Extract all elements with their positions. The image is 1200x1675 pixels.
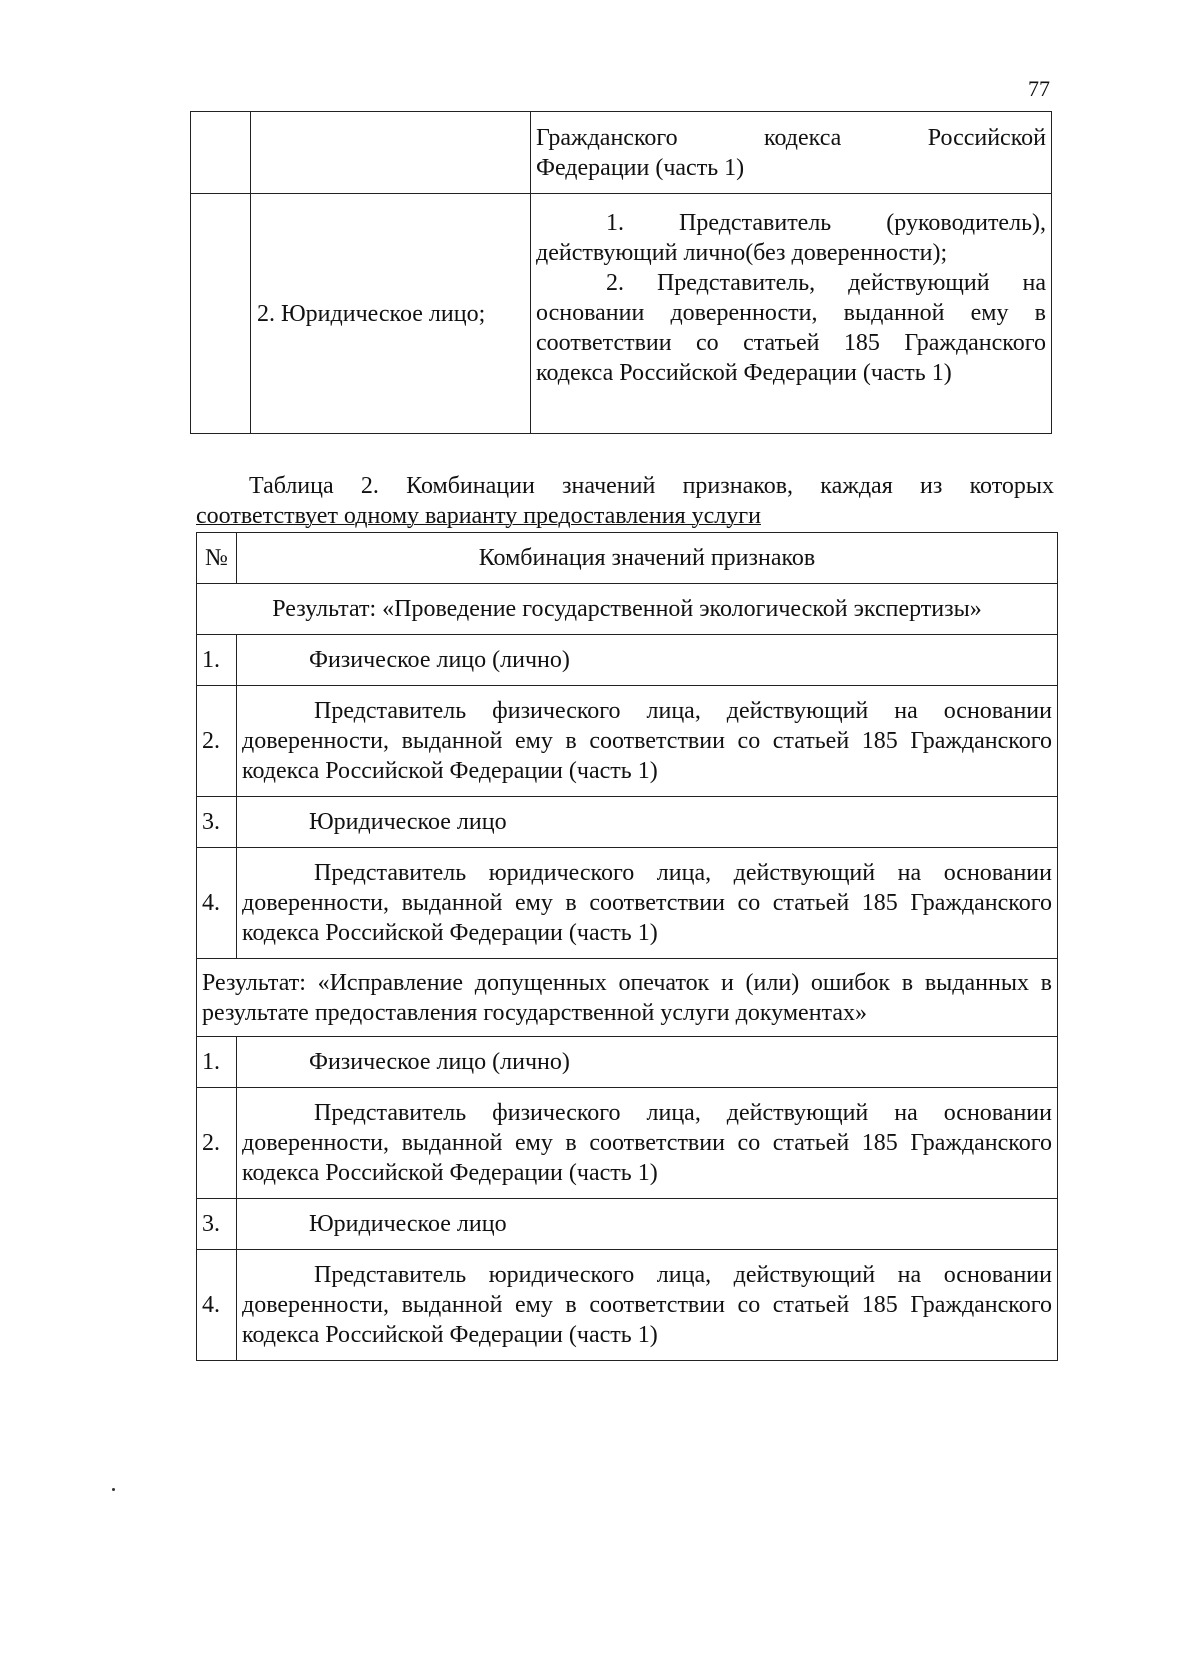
result-title: Результат: «Исправление допущенных опечаток и (или) ошибок в выданных в результате предоставления государственной услуги документах» — [197, 959, 1058, 1037]
header-title: Комбинация значений признаков — [237, 533, 1058, 584]
row-number: 2. — [197, 1088, 237, 1199]
row-text-content: Представитель физического лица, действующий на основании доверенности, выданной ему в соответствии со статьей 185 Гражданского кодекса Российской Федерации (часть 1) — [242, 1100, 1052, 1186]
table-row — [191, 112, 1052, 194]
row-text-content: Представитель юридического лица, действующий на основании доверенности, выданной ему в соответствии со статьей 185 Гражданского кодекса Российской Федерации (часть 1) — [242, 1262, 1052, 1348]
table-row — [197, 686, 1058, 797]
combinations-table — [196, 532, 1058, 1361]
representative-options-cell — [531, 194, 1052, 434]
caption-line-1: Таблица 2. Комбинации значений признаков, каждая из которых — [249, 473, 1054, 499]
applicant-type-cell: 2. Юридическое лицо; — [251, 194, 531, 434]
table-row — [191, 194, 1052, 434]
table-row — [197, 1088, 1058, 1199]
table-cell — [191, 112, 251, 194]
page-number: 77 — [1028, 76, 1050, 101]
cell-text: Гражданского кодекса Российской — [536, 125, 1046, 151]
option-item-1: 1. Представитель (руководитель), действующий лично(без доверенности); — [536, 210, 1046, 266]
table-row — [197, 797, 1058, 848]
row-number: 1. — [197, 1037, 237, 1088]
result-row — [197, 959, 1058, 1037]
header-number: № — [197, 533, 237, 584]
row-text: Физическое лицо (лично) — [237, 635, 1058, 686]
table-row — [197, 1250, 1058, 1361]
result-row — [197, 584, 1058, 635]
table-header-row — [197, 533, 1058, 584]
caption-line-2: соответствует одному варианту предоставления услуги — [196, 503, 761, 529]
row-number: 3. — [197, 1199, 237, 1250]
table-row — [197, 848, 1058, 959]
scan-speck — [112, 1488, 115, 1491]
table-cell — [251, 112, 531, 194]
row-number: 1. — [197, 635, 237, 686]
row-number: 2. — [197, 686, 237, 797]
row-text — [237, 848, 1058, 959]
table-row — [197, 1037, 1058, 1088]
row-text — [237, 686, 1058, 797]
applicant-categories-table-continued — [190, 111, 1052, 434]
option-item-2: 2. Представитель, действующий на основании доверенности, выданной ему в соответствии со статьей 185 Гражданского кодекса Российской Федерации (часть 1) — [536, 270, 1046, 386]
row-text — [237, 1088, 1058, 1199]
row-text-content: Представитель физического лица, действующий на основании доверенности, выданной ему в соответствии со статьей 185 Гражданского кодекса Российской Федерации (часть 1) — [242, 698, 1052, 784]
row-text: Юридическое лицо — [237, 797, 1058, 848]
row-number: 4. — [197, 848, 237, 959]
result-title: Результат: «Проведение государственной экологической экспертизы» — [197, 584, 1058, 635]
row-text — [237, 1250, 1058, 1361]
table-cell — [191, 194, 251, 434]
cell-text: Федерации (часть 1) — [536, 155, 745, 181]
table-row — [197, 635, 1058, 686]
row-number: 3. — [197, 797, 237, 848]
table-caption — [196, 471, 1054, 531]
row-text: Юридическое лицо — [237, 1199, 1058, 1250]
table-cell — [531, 112, 1052, 194]
row-text-content: Представитель юридического лица, действующий на основании доверенности, выданной ему в соответствии со статьей 185 Гражданского кодекса Российской Федерации (часть 1) — [242, 860, 1052, 946]
row-number: 4. — [197, 1250, 237, 1361]
row-text: Физическое лицо (лично) — [237, 1037, 1058, 1088]
table-row — [197, 1199, 1058, 1250]
